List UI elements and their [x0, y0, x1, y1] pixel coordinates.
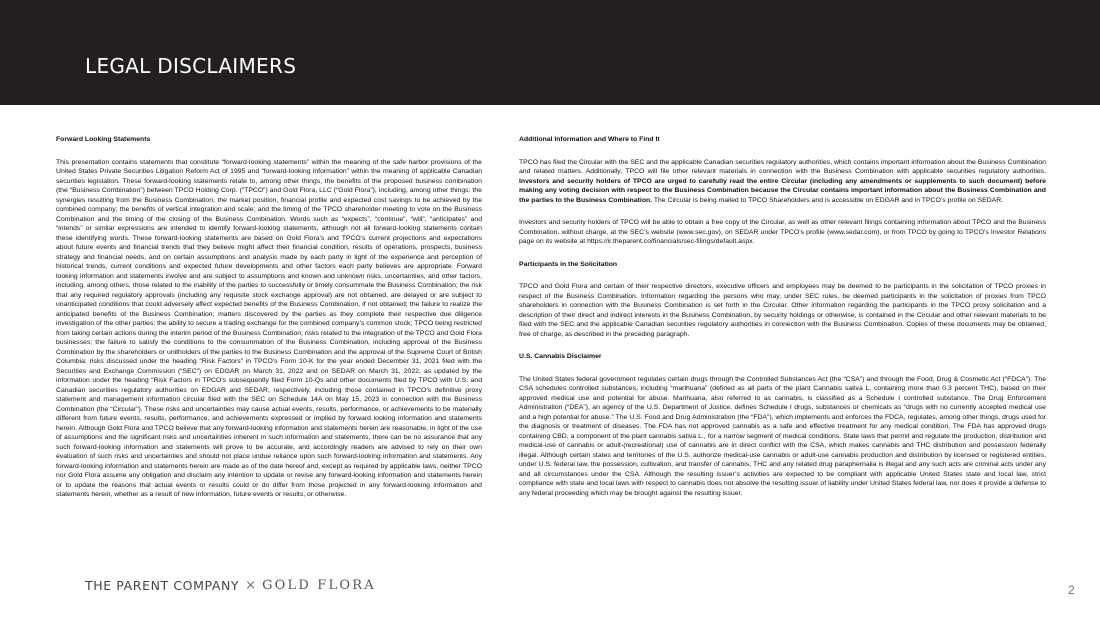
gold-flora-logo: GOLD FLORA — [262, 578, 376, 593]
times-separator: × — [245, 578, 257, 593]
page-number: 2 — [1068, 583, 1075, 597]
free-copy-paragraph: Investors and security holders of TPCO will be able to obtain a free copy of the Circular, as well as other relevant filings containing information about TPCO and the Business Combination, without charge, at the SEC’s website (www.sec.gov), on SEDAR under TPCO’s profile (www.sedar.com), or from TPCO by going to TPCO’s Investor Relations page on its website at https://ir.theparent.co/financials/sec-filings/default.aspx. — [519, 219, 1046, 245]
participants-heading: Participants in the Solicitation — [519, 260, 618, 268]
additional-info-heading: Additional Information and Where to Find It — [519, 136, 660, 143]
header-bar — [0, 0, 1100, 105]
additional-info-text-2: The Circular is being mailed to TPCO Shareholders and is accessible on EDGAR and in TPCO’s profile on SEDAR. — [652, 196, 1004, 204]
footer-logo — [85, 578, 376, 593]
additional-info-paragraph — [519, 158, 1046, 206]
page-title: LEGAL DISCLAIMERS — [85, 54, 297, 78]
participants-paragraph: TPCO and Gold Flora and certain of their respective directors, executive officers and employees may be deemed to be participants in the solicitation of TPCO proxies in respect of the Business Combination. Information regarding the persons who may, under SEC rules, be deemed participants in the solicitation of proxies from TPCO shareholders in connection with the Business Combination is set forth in the Circular. Other information regarding the participants in the TPCO proxy solicitation and a description of their direct and indirect interests in the Business Combination, by security holdings or otherwise, is contained in the Circular and other relevant materials to be filed with the SEC and the applicable Canadian securities regulatory authorities in connection with the Business Combination. Copies of these documents may be obtained, free of charge, as described in the preceding paragraph. — [519, 283, 1046, 338]
additional-info-text-1: TPCO has filed the Circular with the SEC and the applicable Canadian securities regulatory authorities, which contains important information about the Business Combination and related matters. Additionally, TPCO will file other relevant materials in connection with the Business Combination with applicable securities regulatory authorities. — [519, 158, 1046, 175]
cannabis-disclaimer-heading: U.S. Cannabis Disclaimer — [519, 353, 602, 360]
forward-looking-heading: Forward Looking Statements — [56, 136, 151, 143]
parent-company-logo: THE PARENT COMPANY — [85, 578, 240, 593]
left-column — [56, 135, 482, 513]
additional-info-bold-text: Investors and security holders of TPCO are urged to carefully read the entire Circular (including any amendments or supplements to such document) before making any voting decision with respect to the Business Combination because the Circular contains important information about the Business Combination and the parties to the Business Combination. — [519, 177, 1046, 204]
forward-looking-body: This presentation contains statements that constitute “forward-looking statements” within the meaning of the safe harbor provisions of the United States Private Securities Litigation Reform Act of 1995 and “forward-looking information” within the meaning of applicable Canadian securities legislation. These forward-looking statements relate to, among other things, the benefits of the proposed business combination (the “Business Combination”) between TPCO Holding Corp. (“TPCO”) and Gold Flora, LLC (“Gold Flora”), including, among other things: the synergies resulting from the Business Combination; the market position, financial profile and expected cost savings to be achieved by the combined company; the benefits of vertical integration and scale; and the timing of the TPCO shareholder meeting to vote on the Business Combination and the timing of the closing of the Business Combination. Words such as “expects”, “continue”, “will”, “anticipates” and “intends” or similar expressions are intended to identify forward-looking statements, although not all forward-looking statements contain these identifying words. These forward-looking statements are based on Gold Flora’s and TPCO’s current projections and expectations about future events and financial trends that they believe might affect their financial condition, results of operations, prospects, business strategy and financial needs, and on certain assumptions and analysis made by each party in light of the experience and perception of historical trends, current conditions and expected future developments and other factors each party believes are appropriate. Forward looking information and statements involve and are subject to assumptions and known and unknown risks, uncertainties, and other factors, including, among others, those related to the inability of the parties to successfully or timely consummate the Business Combination; the risk that any required regulatory approvals (including any requisite stock exchange approval) are not obtained, are delayed or are subject to unanticipated conditions that could adversely affect expected benefits of the Business Combination, if not obtained; the failure to realize the anticipated benefits of the Business Combination; matters discovered by the parties as they complete their respective due diligence investigation of the other parties; the ability to secure a trading exchange for the combined company’s common stock; TPCO being restricted from taking certain actions during the interim period of the Business Combination; risks related to the integration of the TPCO and Gold Flora businesses; the failure to satisfy the conditions to the consummation of the Business Combination, including approval of the Business Combination by the shareholders or unitholders of the parties to the Business Combination and the approval of the Supreme Court of British Columbia; risks discussed under the heading “Risk Factors” in TPCO’s Form 10-K for the year ended December 31, 2021 filed with the Securities and Exchange Commission (“SEC”) on EDGAR on March 31, 2022 and on SEDAR on March 31, 2022, as updated by the information under the heading “Risk Factors in TPCO’s subsequently filed Form 10-Qs and other documents filed by TPCO with U.S. and Canadian securities regulatory authorities on EDGAR and SEDAR, respectively, including those contained in TPCO’s definitive proxy statement and management information circular filed with the SEC on Schedule 14A on May 15, 2023 in connection with the Business Combination (the “Circular”). These risks and uncertainties may cause actual events, results, performance, or achievements to be materially different from future events, results, performance, and achievements expressed or implied by forward looking information and statements herein. Although Gold Flora and TPCO believe that any forward-looking information and statements herein are reasonable, in light of the use of assumptions and the significant risks and uncertainties inherent in such information and statements, there can be no assurance that any such forward-looking information and statements will prove to be accurate, and accordingly readers are advised to rely on their own evaluation of such risks and uncertainties and should not place undue reliance upon such forward-looking information and statements. Any forward-looking information and statements herein are made as of the date hereof and, except as required by applicable laws, neither TPCO nor Gold Flora assume any obligation and disclaim any intention to update or revise any forward-looking information and statements herein or to update the reasons that actual events or results could or do differ from those projected in any forward-looking information and statements herein, whether as a result of new information, future events or results, or otherwise. — [56, 158, 482, 498]
cannabis-disclaimer-paragraph: The United States federal government regulates certain drugs through the Controlled Substances Act (the “CSA”) and through the Food, Drug & Cosmetic Act (“FDCA”). The CSA schedules controlled substances, including “marihuana” (defined as all parts of the plant Cannabis sativa L. containing more than 0.3 percent THC), based on their approved medical use and potential for abuse. Marihuana, also referred to as cannabis, is classified as a Schedule I controlled substance. The Drug Enforcement Administration (“DEA”), an agency of the U.S. Department of Justice, defines Schedule I drugs, substances or chemicals as “drugs with no currently accepted medical use and a high potential for abuse.” The U.S. Food and Drug Administration (the “FDA”), which implements and enforces the FDCA, regulates, among other things, drugs used for the diagnosis or treatment of diseases. The FDA has not approved cannabis as a safe and effective treatment for any medical condition. The FDA has approved drugs containing CBD, a component of the plant cannabis sativa L., for a narrow segment of medical conditions. State laws that permit and regulate the production, distribution and medical-use of cannabis or adult-(recreational) use of cannabis are in direct conflict with the CSA, which makes cannabis and THC distribution and possession federally illegal. Although certain states and territories of the U.S. authorize medical-use cannabis or adult-use cannabis production and distribution by licensed or registered entities, under U.S. federal law, the possession, cultivation, and transfer of cannabis, THC and any related drug paraphernalia is illegal and any such acts are criminal acts under any and all circumstances under the CSA. Although the resulting issuer’s activities are expected to be compliant with applicable United States state and local law, strict compliance with state and local laws with respect to cannabis does not absolve the resulting issuer of liability under United States federal law, nor does it provide a defense to any federal proceeding which may be brought against the resulting issuer. — [519, 375, 1046, 497]
right-column — [519, 135, 1046, 511]
